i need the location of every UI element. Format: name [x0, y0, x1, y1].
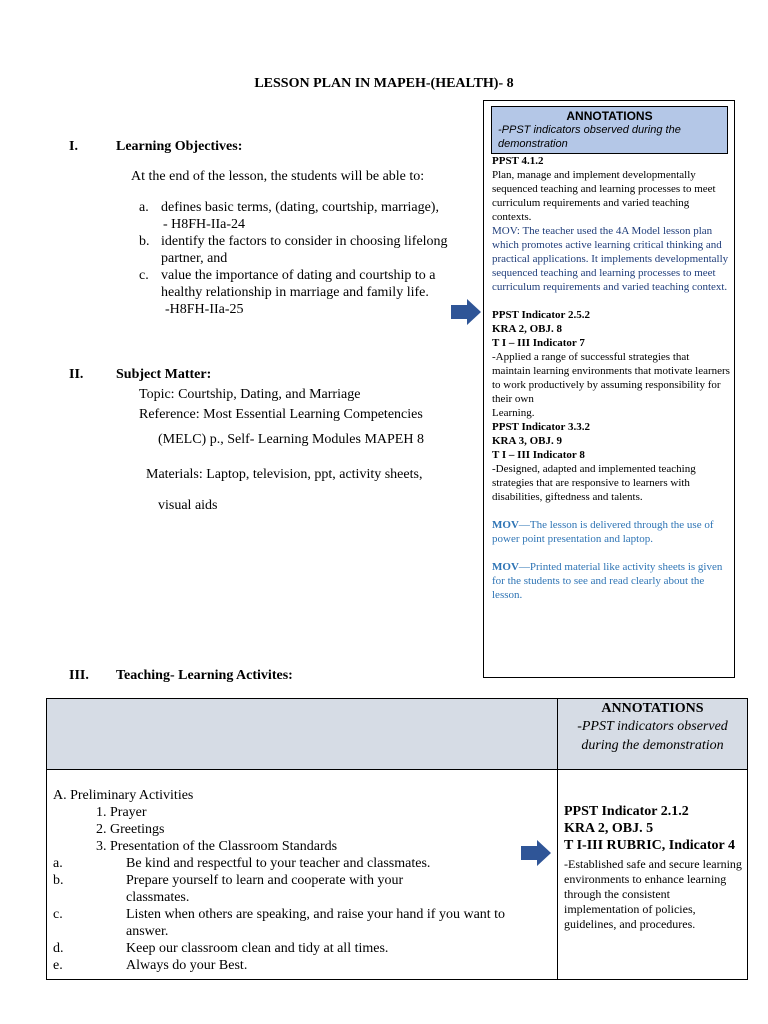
ppst-title: PPST Indicator 2.5.2 [492, 309, 590, 321]
standard-label: b. [53, 873, 64, 888]
standard-label: d. [53, 941, 64, 956]
objective-text: defines basic terms, (dating, courtship, marriage), [161, 200, 439, 215]
objective-text-cont: healthy relationship in marriage and family life. [161, 285, 429, 300]
objective-text-cont: partner, and [161, 251, 228, 266]
standard-item [53, 957, 553, 974]
section-3-heading: Teaching- Learning Activites: [116, 668, 293, 683]
reference-text-cont: (MELC) p., Self- Learning Modules MAPEH 8 [158, 432, 424, 447]
table-annotations-header [558, 699, 747, 755]
objective-item [139, 199, 479, 233]
section-2-heading: Subject Matter: [116, 367, 212, 382]
standard-label: e. [53, 958, 63, 973]
ppst-indicator-cell [564, 803, 744, 932]
topic-text: Topic: Courtship, Dating, and Marriage [139, 387, 361, 402]
section-3-number: III. [69, 668, 89, 683]
kra-label: KRA 3, OBJ. 9 [492, 435, 562, 447]
ppst-title: PPST Indicator 2.1.2 [564, 804, 689, 819]
mov-label: MOV [492, 561, 519, 573]
table-annotations-title: ANNOTATIONS [601, 701, 704, 716]
reference-text: Reference: Most Essential Learning Competencies [139, 407, 423, 422]
objective-text: identify the factors to consider in choosing lifelong [161, 234, 448, 249]
kra-label: KRA 2, OBJ. 5 [564, 821, 654, 836]
standard-label: a. [53, 856, 63, 871]
standard-text: Prepare yourself to learn and cooperate with your classmates. [126, 873, 404, 905]
table-annotations-subtitle: -PPST indicators observed during the demonstration [577, 719, 728, 753]
annotations-header [491, 106, 728, 154]
standard-text: Keep our classroom clean and tidy at all times. [126, 941, 389, 956]
materials-text: Materials: Laptop, television, ppt, activity sheets, [146, 467, 423, 482]
objective-label: c. [139, 268, 149, 283]
ppst-text-end: Learning. [492, 407, 535, 419]
standard-item [53, 940, 553, 957]
standard-item [53, 855, 553, 872]
ti-label: T I – III Indicator 7 [492, 337, 585, 349]
mov-paragraph [492, 518, 730, 546]
mov-text: MOV: The teacher used the 4A Model lesson plan which promotes active learning critical thinking and practical applications. It implements developmentally sequenced teaching and learning processes to meet curriculum requirements and varied teaching context. [492, 225, 729, 293]
ti-label: T I – III Indicator 8 [492, 449, 585, 461]
materials-text-cont: visual aids [158, 498, 218, 513]
objective-label: b. [139, 234, 150, 249]
standard-label: c. [53, 907, 63, 922]
objectives-intro: At the end of the lesson, the students will be able to: [131, 169, 425, 184]
annotations-body [492, 154, 730, 602]
standard-text: Be kind and respectful to your teacher and classmates. [126, 856, 431, 871]
objectives-list [139, 199, 479, 318]
preliminary-title: A. Preliminary Activities [53, 788, 194, 803]
mov-text: —The lesson is delivered through the use of power point presentation and laptop. [492, 519, 714, 545]
preliminary-activities-cell [53, 787, 553, 974]
section-1-number: I. [69, 139, 78, 154]
document-title: LESSON PLAN IN MAPEH-(HEALTH)- 8 [254, 76, 514, 91]
standard-text: Always do your Best. [126, 958, 248, 973]
section-2-number: II. [69, 367, 84, 382]
ppst-text: -Established safe and secure learning environments to enhance learning through the consistent implementation of policies, guidelines, and procedures. [564, 857, 742, 931]
objective-code: - H8FH-IIa-24 [163, 217, 246, 232]
ppst-title: PPST 4.1.2 [492, 155, 544, 167]
list-item: 1. Prayer [96, 805, 147, 820]
standard-text: Listen when others are speaking, and raise your hand if you want to answer. [126, 907, 506, 939]
kra-label: KRA 2, OBJ. 8 [492, 323, 562, 335]
annotations-box [483, 100, 735, 678]
list-item: 3. Presentation of the Classroom Standards [96, 839, 338, 854]
mov-label: MOV [492, 519, 519, 531]
objective-text: value the importance of dating and courtship to a [161, 268, 436, 283]
list-item: 2. Greetings [96, 822, 165, 837]
ppst-title: PPST Indicator 3.3.2 [492, 421, 590, 433]
objective-label: a. [139, 200, 149, 215]
ppst-text: Plan, manage and implement developmentally sequenced teaching and learning processes to meet curriculum requirements and varied teaching contexts. [492, 169, 716, 223]
annotations-title: ANNOTATIONS [566, 109, 653, 123]
mov-text: —Printed material like activity sheets is given for the students to see and read clearly about the lesson. [492, 561, 723, 601]
right-arrow-icon [521, 840, 551, 866]
section-1-heading: Learning Objectives: [116, 139, 243, 154]
objective-item [139, 267, 479, 318]
standard-item [53, 872, 553, 906]
ti-label: T I-III RUBRIC, Indicator 4 [564, 838, 736, 853]
objective-item [139, 233, 479, 267]
ppst-text: -Applied a range of successful strategies that maintain learning environments that motivate learners to work productively by assuming responsibility for their own [492, 351, 730, 405]
objective-code: -H8FH-IIa-25 [165, 302, 244, 317]
ppst-text: -Designed, adapted and implemented teaching strategies that are responsive to learners with disabilities, giftedness and talents. [492, 463, 696, 503]
standard-item [53, 906, 553, 940]
activities-table [46, 698, 748, 980]
right-arrow-icon [451, 299, 481, 325]
mov-paragraph [492, 560, 730, 602]
annotations-subtitle: -PPST indicators observed during the demonstration [498, 124, 681, 150]
